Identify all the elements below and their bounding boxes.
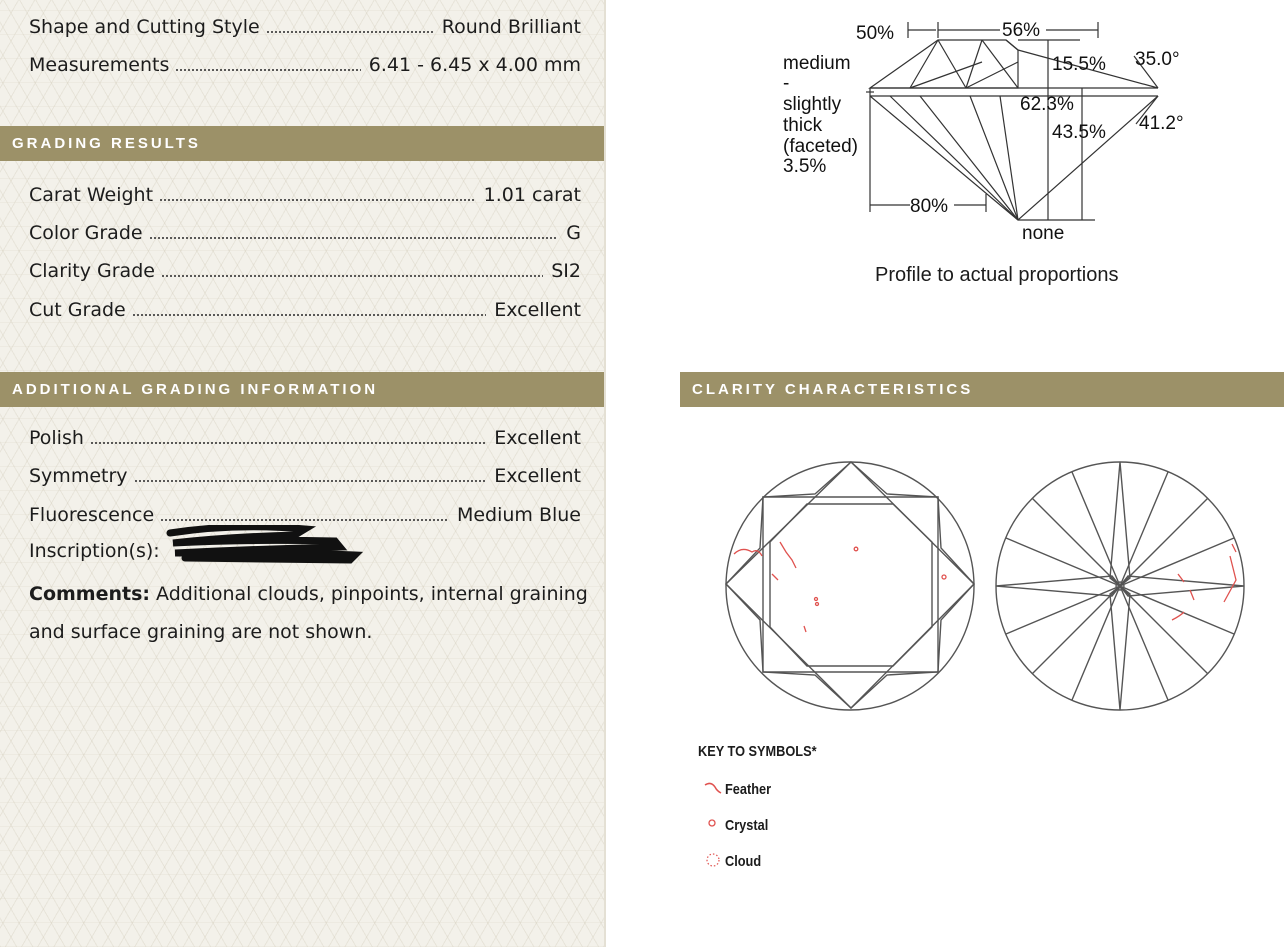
- cut-grade-label: Cut Grade: [29, 299, 126, 321]
- cut-grade-value: Excellent: [494, 299, 581, 321]
- redaction-scribble: [165, 525, 365, 565]
- cut-grade-row: [29, 297, 581, 323]
- girdle-line-3: slightly: [783, 94, 842, 115]
- feather-mark: [804, 626, 806, 632]
- leader-dots: [160, 518, 449, 522]
- polish-row: [29, 425, 581, 451]
- girdle-pct: 3.5%: [783, 156, 827, 177]
- clarity-grade-row: [29, 258, 581, 284]
- crown-outline: [870, 40, 1018, 88]
- leader-dots: [266, 30, 434, 34]
- color-grade-label: Color Grade: [29, 222, 143, 244]
- measurements-value: 6.41 - 6.45 x 4.00 mm: [368, 54, 581, 76]
- polish-label: Polish: [29, 427, 84, 449]
- girdle-line-2: -: [783, 73, 790, 94]
- star-pct: 50%: [856, 23, 895, 44]
- key-item-feather: [703, 779, 779, 799]
- leader-dots: [90, 441, 486, 445]
- clarity-grade-value: SI2: [551, 260, 581, 282]
- clarity-plots: [722, 456, 1252, 716]
- feather-mark: [1190, 590, 1194, 600]
- girdle-line-5: (faceted): [783, 136, 858, 157]
- culet-value: none: [1022, 223, 1065, 244]
- leader-dots: [132, 313, 486, 317]
- pavilion-angle: 41.2°: [1139, 113, 1184, 134]
- shape-value: Round Brilliant: [441, 16, 581, 38]
- crystal-mark: [854, 547, 858, 551]
- carat-value: 1.01 carat: [483, 184, 581, 206]
- key-to-symbols-title: KEY TO SYMBOLS*: [698, 743, 817, 760]
- crown-height-pct: 15.5%: [1052, 54, 1106, 75]
- grading-results-header: GRADING RESULTS: [0, 126, 604, 161]
- key-item-label: Cloud: [725, 852, 762, 870]
- clarity-grade-label: Clarity Grade: [29, 260, 155, 282]
- comments-block: [29, 575, 589, 651]
- symmetry-value: Excellent: [494, 465, 581, 487]
- proportion-diagram: [770, 12, 1210, 252]
- table-pct: 56%: [1002, 20, 1041, 41]
- leader-dots: [149, 236, 559, 240]
- measurements-row: [29, 52, 581, 78]
- fluorescence-label: Fluorescence: [29, 504, 155, 526]
- leader-dots: [134, 479, 487, 483]
- feather-mark: [1232, 544, 1236, 552]
- comments-label: Comments:: [29, 583, 150, 605]
- total-depth-pct: 62.3%: [1020, 94, 1074, 115]
- key-item-cloud: [703, 851, 768, 871]
- key-item-label: Crystal: [725, 816, 769, 834]
- crown-view-plot: [726, 462, 974, 710]
- inclusion-markings: [734, 542, 1236, 632]
- leader-dots: [175, 68, 360, 72]
- crystal-mark: [942, 575, 946, 579]
- feather-mark: [772, 574, 778, 580]
- feather-symbol-icon: [703, 779, 725, 799]
- shape-label: Shape and Cutting Style: [29, 16, 260, 38]
- cloud-symbol-icon: [703, 851, 725, 871]
- crystal-mark: [816, 603, 819, 606]
- symmetry-row: [29, 463, 581, 489]
- polish-value: Excellent: [494, 427, 581, 449]
- pavilion-depth-pct: 43.5%: [1052, 122, 1106, 143]
- key-item-crystal: [703, 815, 776, 835]
- crystal-symbol-icon: [703, 815, 725, 835]
- clarity-characteristics-header: CLARITY CHARACTERISTICS: [680, 372, 1284, 407]
- measurements-label: Measurements: [29, 54, 170, 76]
- key-item-label: Feather: [725, 780, 772, 798]
- additional-info-header: ADDITIONAL GRADING INFORMATION: [0, 372, 604, 407]
- comments-text: Additional clouds, pinpoints, internal graining and surface graining are not shown.: [29, 583, 588, 643]
- crown-angle: 35.0°: [1135, 49, 1180, 70]
- crystal-mark: [815, 598, 818, 601]
- leader-dots: [159, 198, 476, 202]
- leader-dots: [161, 274, 543, 278]
- feather-mark: [780, 542, 796, 568]
- report-details-panel: [0, 0, 606, 947]
- lower-half-pct: 80%: [910, 196, 949, 217]
- girdle-line-1: medium: [783, 53, 851, 74]
- symmetry-label: Symmetry: [29, 465, 128, 487]
- inscription-label: Inscription(s):: [29, 540, 160, 562]
- pavilion-view-plot: [996, 462, 1244, 710]
- carat-label: Carat Weight: [29, 184, 154, 206]
- shape-row: [29, 14, 581, 40]
- carat-row: [29, 182, 581, 208]
- profile-caption: Profile to actual proportions: [875, 264, 1119, 286]
- girdle-line-4: thick: [783, 115, 823, 136]
- feather-mark: [1172, 612, 1184, 620]
- feather-mark: [1224, 556, 1236, 602]
- fluorescence-value: Medium Blue: [456, 504, 581, 526]
- color-grade-row: [29, 220, 581, 246]
- color-grade-value: G: [566, 222, 581, 244]
